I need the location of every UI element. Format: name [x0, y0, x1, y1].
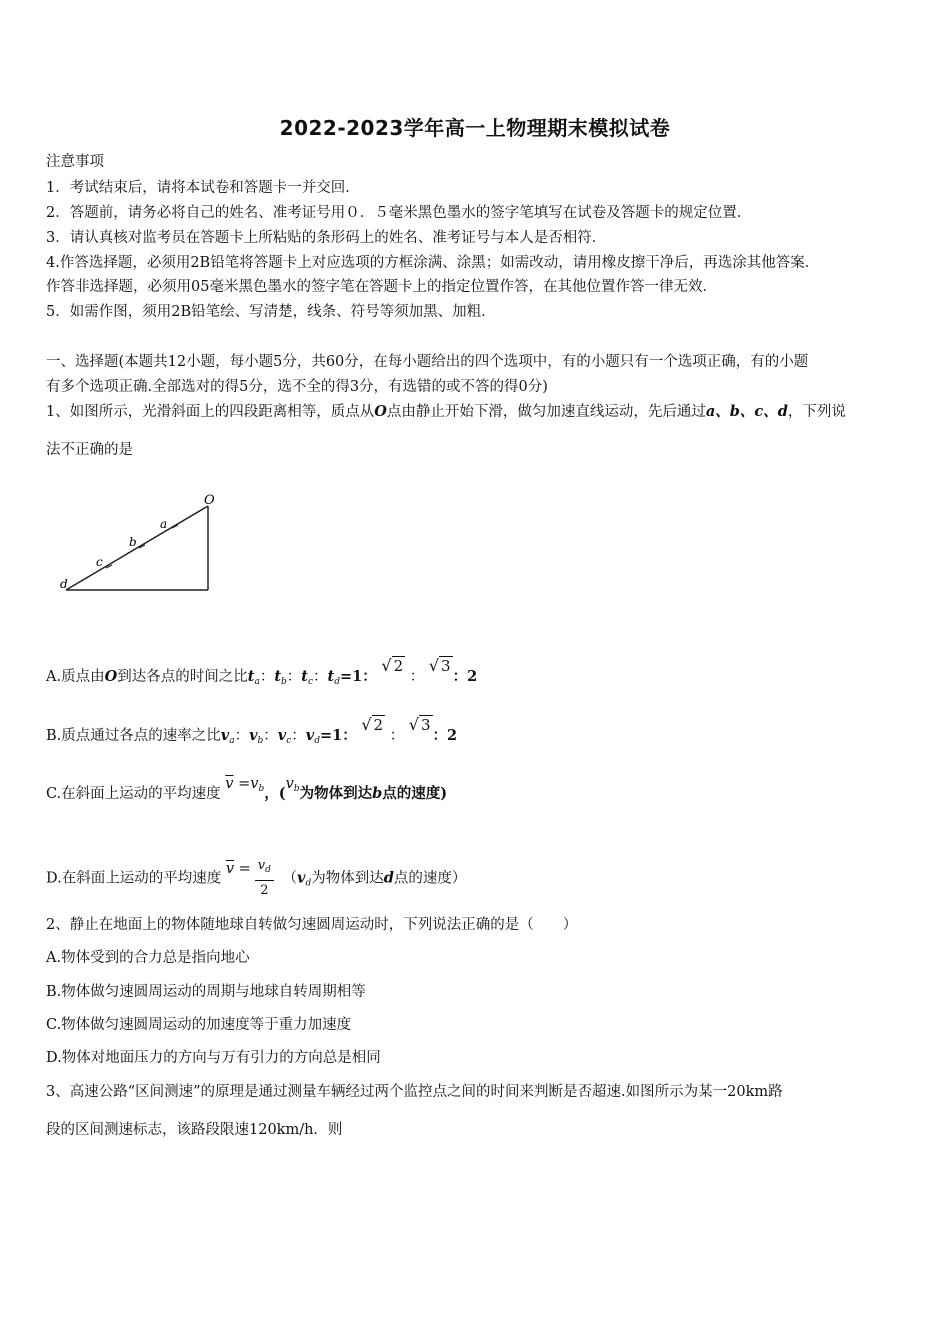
- opt-text: 点的速度）: [393, 870, 467, 887]
- sym-v: v: [249, 727, 258, 744]
- sub-d: d: [305, 878, 312, 889]
- label-o: O: [204, 493, 215, 508]
- q1-option-d: [46, 856, 466, 901]
- opt-text: D.在斜面上运动的平均速度: [46, 870, 222, 887]
- sub-d: d: [314, 736, 320, 746]
- colon: ：: [259, 669, 275, 685]
- q3-stem-cont: 段的区间测速标志，该路段限速120km/h．则: [46, 1122, 343, 1138]
- q1-stem-cont: 法不正确的是: [46, 442, 133, 458]
- notice-item: 3．请认真核对监考员在答题卡上所粘贴的条形码上的姓名、准考证号与本人是否相符．: [46, 230, 607, 246]
- opt-end: ：2: [432, 727, 458, 744]
- q2-stem: 2、静止在地面上的物体随地球自转做匀速圆周运动时，下列说法正确的是（ ）: [46, 917, 578, 933]
- eq-one: =1：: [340, 668, 377, 685]
- page-title: 2022-2023学年高一上物理期末模拟试卷: [279, 116, 671, 140]
- q3-stem: 3、高速公路“区间测速”的原理是通过测量车辆经过两个监控点之间的时间来判断是否超速.如图所示为某一20km路: [46, 1084, 783, 1100]
- q2-option-d: D.物体对地面压力的方向与万有引力的方向总是相同: [46, 1050, 381, 1066]
- sym-t: t: [301, 668, 308, 685]
- q1-option-a: [46, 656, 478, 692]
- opt-text: ，(: [264, 785, 286, 802]
- sub-c: c: [307, 677, 314, 687]
- notice-heading: 注意事项: [46, 154, 104, 170]
- section-heading-cont: 有多个选项正确.全部选对的得5分，选不全的得3分，有选错的或不答的得0分): [46, 379, 548, 395]
- eq-one: =1：: [319, 727, 357, 744]
- avg-velocity-formula: $\overline{v} =v_b$: [225, 776, 265, 794]
- q1-option-c: [46, 776, 448, 809]
- opt-o: O: [104, 668, 118, 685]
- sym-t: t: [247, 668, 255, 685]
- sqrt-2: √ 2: [361, 715, 384, 734]
- colon: ：: [389, 728, 405, 744]
- notice-item: 4.作答选择题，必须用2B铅笔将答题卡上对应选项的方框涂满、涂黑；如需改动，请用橡皮擦干净后，再选涂其他答案．: [46, 255, 820, 271]
- sub-c: c: [286, 736, 292, 746]
- opt-end: ：2: [452, 668, 478, 685]
- sub-b: b: [257, 736, 264, 746]
- sub-a: a: [254, 677, 260, 687]
- sym-v: v: [277, 727, 287, 744]
- label-d: d: [60, 577, 68, 591]
- colon: ：: [234, 728, 250, 744]
- sub-b: b: [281, 677, 287, 687]
- opt-text: 为物体到达: [311, 870, 384, 887]
- sym-v: v: [220, 727, 230, 744]
- q1-points: a、b、c、d: [705, 403, 788, 420]
- notice-item: 2．答题前，请务必将自己的姓名、准考证号用０．５毫米黑色墨水的签字笔填写在试卷及答题卡的规定位置．: [46, 205, 752, 221]
- sym-t: t: [274, 668, 282, 685]
- colon: ：: [286, 669, 302, 685]
- q2-option-c: C.物体做匀速圆周运动的加速度等于重力加速度: [46, 1017, 352, 1033]
- label-c: c: [96, 555, 103, 569]
- opt-text: B.质点通过各点的速率之比: [46, 728, 221, 744]
- opt-point: b: [372, 785, 383, 802]
- notice-item: 5．如需作图，须用2B铅笔绘、写清楚，线条、符号等须加黑、加粗．: [46, 304, 496, 320]
- q2-option-a: A.物体受到的合力总是指向地心: [46, 950, 250, 966]
- fraction: $\frac{v_d}{2}$: [255, 856, 274, 901]
- sym-v: v: [305, 727, 315, 744]
- sym-vb: $v_b$: [285, 776, 300, 794]
- opt-text: A.质点由: [46, 669, 105, 685]
- q2-option-b: B.物体做匀速圆周运动的周期与地球自转周期相等: [46, 984, 366, 1000]
- opt-text: 为物体到达: [299, 785, 373, 802]
- q1-point-o: O: [374, 403, 387, 420]
- opt-text: （: [282, 870, 298, 887]
- incline-line: [66, 506, 208, 590]
- sym-v: v: [297, 869, 306, 887]
- section-heading: 一、选择题(本题共12小题，每小题5分，共60分，在每小题给出的四个选项中，有的小题只有一个选项正确，有的小题: [46, 354, 809, 370]
- q1-stem-text: ，下列说: [787, 404, 846, 420]
- avg-velocity-formula: $\overline{v}$ =: [225, 860, 251, 877]
- sqrt-3: √ 3: [408, 715, 431, 734]
- colon: ：: [263, 728, 278, 744]
- q1-stem-text: 1、如图所示，光滑斜面上的四段距离相等，质点从: [46, 404, 375, 420]
- sqrt-3: √ 3: [428, 656, 451, 675]
- colon: ：: [291, 728, 306, 744]
- sub-a: a: [229, 736, 235, 746]
- opt-text: 点的速度): [382, 785, 448, 802]
- colon: ：: [409, 669, 425, 685]
- q1-option-b: [46, 715, 458, 751]
- notice-item: 1．考试结束后，请将本试卷和答题卡一并交回．: [46, 180, 360, 196]
- incline-figure: [56, 492, 226, 602]
- opt-text: 到达各点的时间之比: [117, 669, 248, 685]
- opt-text: C.在斜面上运动的平均速度: [46, 786, 221, 802]
- sub-d: d: [334, 677, 340, 687]
- sym-t: t: [327, 668, 335, 685]
- opt-point: d: [383, 869, 394, 887]
- label-b: b: [129, 535, 137, 549]
- q1-stem: [46, 402, 846, 422]
- label-a: a: [160, 517, 168, 531]
- q1-stem-text: 点由静止开始下滑，做匀加速直线运动，先后通过: [386, 404, 706, 420]
- notice-item: 作答非选择题，必须用05毫米黑色墨水的签字笔在答题卡上的指定位置作答，在其他位置作答一律无效．: [46, 279, 717, 295]
- sqrt-2: √ 2: [381, 656, 404, 675]
- colon: ：: [313, 669, 328, 685]
